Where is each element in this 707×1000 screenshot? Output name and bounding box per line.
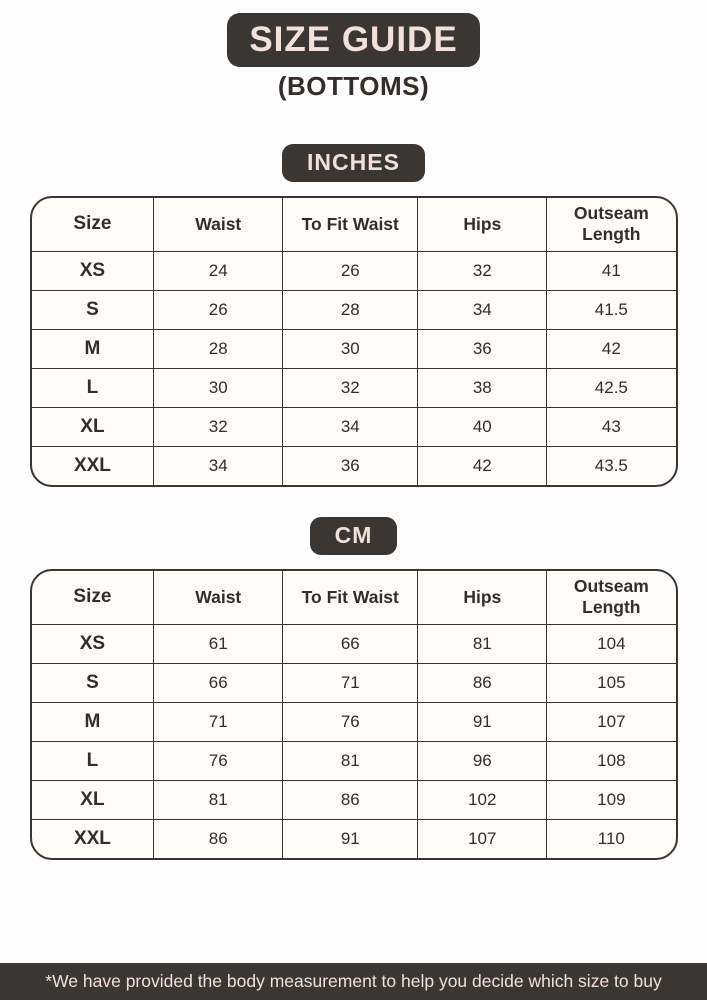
size-label-cell: M [32,329,154,368]
value-cell: 105 [547,663,676,702]
column-header-hips: Hips [418,571,547,624]
size-label-cell: L [32,368,154,407]
value-cell: 28 [154,329,283,368]
value-cell: 32 [418,251,547,290]
table-row-xxl [32,819,676,858]
value-cell: 86 [283,780,418,819]
value-cell: 91 [418,702,547,741]
value-cell: 108 [547,741,676,780]
inches-section-header [0,144,707,182]
size-label-cell: XL [32,780,154,819]
table-row-s [32,663,676,702]
value-cell: 43.5 [547,446,676,485]
value-cell: 38 [418,368,547,407]
value-cell: 41 [547,251,676,290]
value-cell: 36 [283,446,418,485]
table-row-m [32,329,676,368]
value-cell: 104 [547,624,676,663]
size-label-cell: XXL [32,446,154,485]
table-row-l [32,741,676,780]
value-cell: 76 [154,741,283,780]
value-cell: 41.5 [547,290,676,329]
value-cell: 76 [283,702,418,741]
value-cell: 24 [154,251,283,290]
size-label-cell: XL [32,407,154,446]
cm-section-label: CM [310,517,398,555]
table-row-xl [32,407,676,446]
value-cell: 86 [418,663,547,702]
value-cell: 32 [154,407,283,446]
table-row-xs [32,251,676,290]
value-cell: 81 [418,624,547,663]
value-cell: 109 [547,780,676,819]
value-cell: 107 [418,819,547,858]
size-label-cell: S [32,290,154,329]
size-label-cell: L [32,741,154,780]
value-cell: 81 [154,780,283,819]
value-cell: 81 [283,741,418,780]
table-row-m [32,702,676,741]
column-header-to-fit-waist: To Fit Waist [283,571,418,624]
page-subtitle: (BOTTOMS) [277,71,430,101]
value-cell: 36 [418,329,547,368]
value-cell: 71 [154,702,283,741]
value-cell: 107 [547,702,676,741]
table-row-s [32,290,676,329]
value-cell: 42 [418,446,547,485]
size-table [32,571,676,858]
value-cell: 40 [418,407,547,446]
page-title: SIZE GUIDE [227,13,479,67]
size-label-cell: S [32,663,154,702]
value-cell: 96 [418,741,547,780]
value-cell: 71 [283,663,418,702]
inches-section-label: INCHES [282,144,425,182]
header-row [32,198,676,251]
value-cell: 34 [418,290,547,329]
value-cell: 110 [547,819,676,858]
column-header-hips: Hips [418,198,547,251]
cm-size-table [30,569,678,860]
inches-size-table [30,196,678,487]
value-cell: 30 [283,329,418,368]
value-cell: 61 [154,624,283,663]
column-header-waist: Waist [154,198,283,251]
footnote-text: *We have provided the body measurement to help you decide which size to buy [45,971,662,991]
value-cell: 34 [154,446,283,485]
size-label-cell: XS [32,624,154,663]
value-cell: 86 [154,819,283,858]
value-cell: 28 [283,290,418,329]
value-cell: 30 [154,368,283,407]
table-row-xs [32,624,676,663]
size-table [32,198,676,485]
table-row-xl [32,780,676,819]
table-row-xxl [32,446,676,485]
value-cell: 42 [547,329,676,368]
footnote-bar [0,963,707,1000]
table-row-l [32,368,676,407]
value-cell: 66 [154,663,283,702]
value-cell: 26 [283,251,418,290]
column-header-size: Size [32,571,154,624]
column-header-size: Size [32,198,154,251]
value-cell: 42.5 [547,368,676,407]
column-header-outseam-length: Outseam Length [547,198,676,251]
value-cell: 26 [154,290,283,329]
column-header-outseam-length: Outseam Length [547,571,676,624]
value-cell: 43 [547,407,676,446]
value-cell: 66 [283,624,418,663]
title-row [0,0,707,67]
value-cell: 102 [418,780,547,819]
cm-section-header [0,517,707,555]
size-label-cell: XXL [32,819,154,858]
value-cell: 34 [283,407,418,446]
size-label-cell: M [32,702,154,741]
column-header-waist: Waist [154,571,283,624]
value-cell: 91 [283,819,418,858]
value-cell: 32 [283,368,418,407]
size-label-cell: XS [32,251,154,290]
column-header-to-fit-waist: To Fit Waist [283,198,418,251]
header-row [32,571,676,624]
